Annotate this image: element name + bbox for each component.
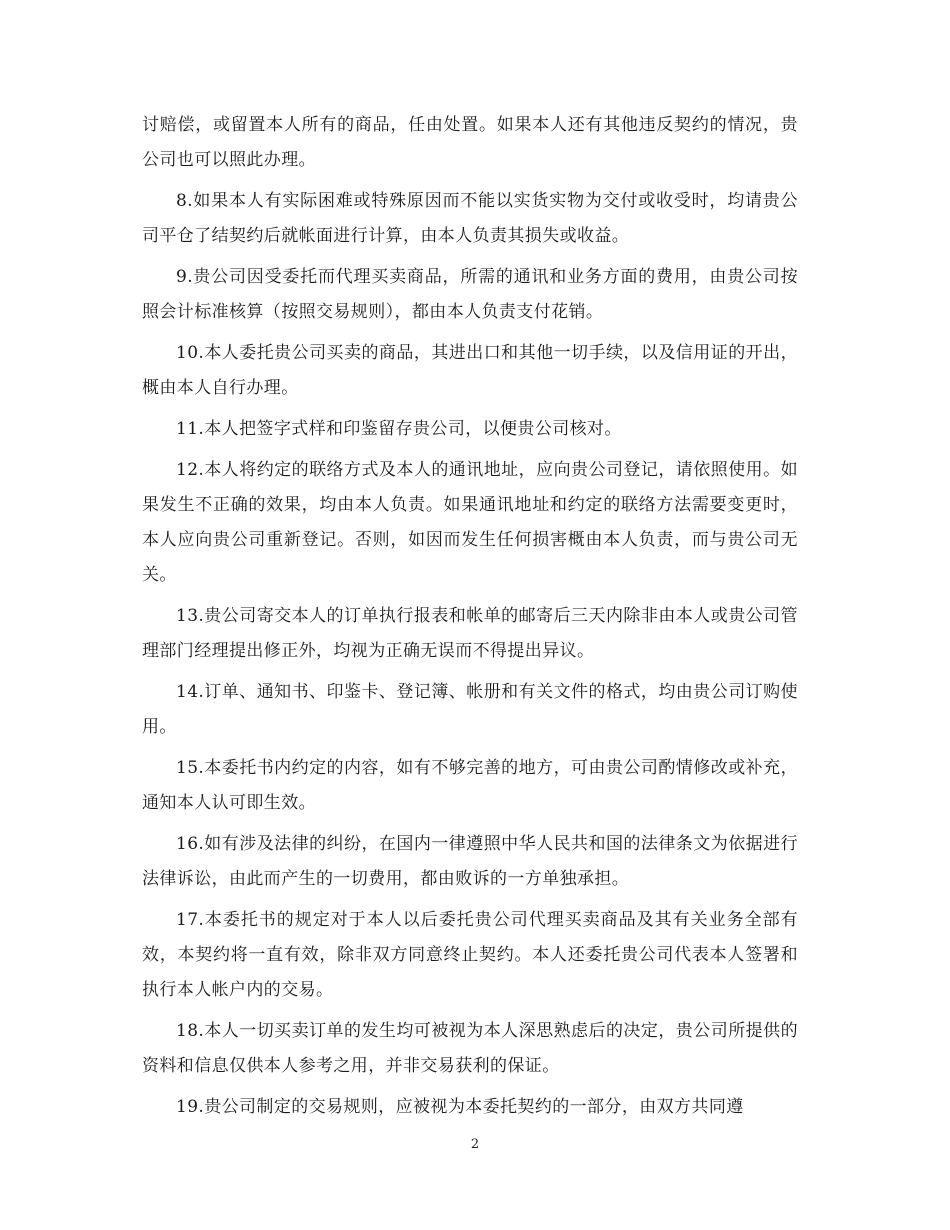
clause-11: 11.本人把签字式样和印鉴留存贵公司，以便贵公司核对。 [176,419,622,439]
clause-15: 15.本委托书内约定的内容，如有不够完善的地方，可由贵公司酌情修改或补充，通知本人认可即生效。 [142,758,798,813]
clause-9: 9.贵公司因受委托而代理买卖商品，所需的通讯和业务方面的费用，由贵公司按照会计标准核算（按照交易规则），都由本人负责支付花销。 [142,267,798,322]
clause-10: 10.本人委托贵公司买卖的商品，其进出口和其他一切手续，以及信用证的开出，概由本人自行办理。 [142,343,798,398]
clause-8: 8.如果本人有实际困难或特殊原因而不能以实货实物为交付或收受时，均请贵公司平仓了结契约后就帐面进行计算，由本人负责其损失或收益。 [142,191,798,246]
clause-16: 16.如有涉及法律的纠纷，在国内一律遵照中华人民共和国的法律条文为依据进行法律诉讼，由此而产生的一切费用，都由败诉的一方单独承担。 [142,834,798,889]
clause-12: 12.本人将约定的联络方式及本人的通讯地址，应向贵公司登记，请依照使用。如果发生不正确的效果，均由本人负责。如果通讯地址和约定的联络方法需要变更时，本人应向贵公司重新登记。否则，如因而发生任何损害概由本人负责，而与贵公司无关。 [142,460,798,585]
clause-18: 18.本人一切买卖订单的发生均可被视为本人深思熟虑后的决定，贵公司所提供的资料和信息仅供本人参考之用，并非交易获利的保证。 [142,1021,798,1076]
clause-17: 17.本委托书的规定对于本人以后委托贵公司代理买卖商品及其有关业务全部有效，本契约将一直有效，除非双方同意终止契约。本人还委托贵公司代表本人签署和执行本人帐户内的交易。 [142,910,798,1000]
document-body [142,108,798,1131]
clause-14: 14.订单、通知书、印鉴卡、登记簿、帐册和有关文件的格式，均由贵公司订购使用。 [142,682,798,737]
clause-13: 13.贵公司寄交本人的订单执行报表和帐单的邮寄后三天内除非由本人或贵公司管理部门经理提出修正外，均视为正确无误而不得提出异议。 [142,606,798,661]
page-number: 2 [470,1137,480,1152]
clause-19: 19.贵公司制定的交易规则，应被视为本委托契约的一部分，由双方共同遵 [176,1097,744,1117]
paragraph-continuation: 讨赔偿，或留置本人所有的商品，任由处置。如果本人还有其他违反契约的情况，贵公司也可以照此办理。 [142,115,798,170]
